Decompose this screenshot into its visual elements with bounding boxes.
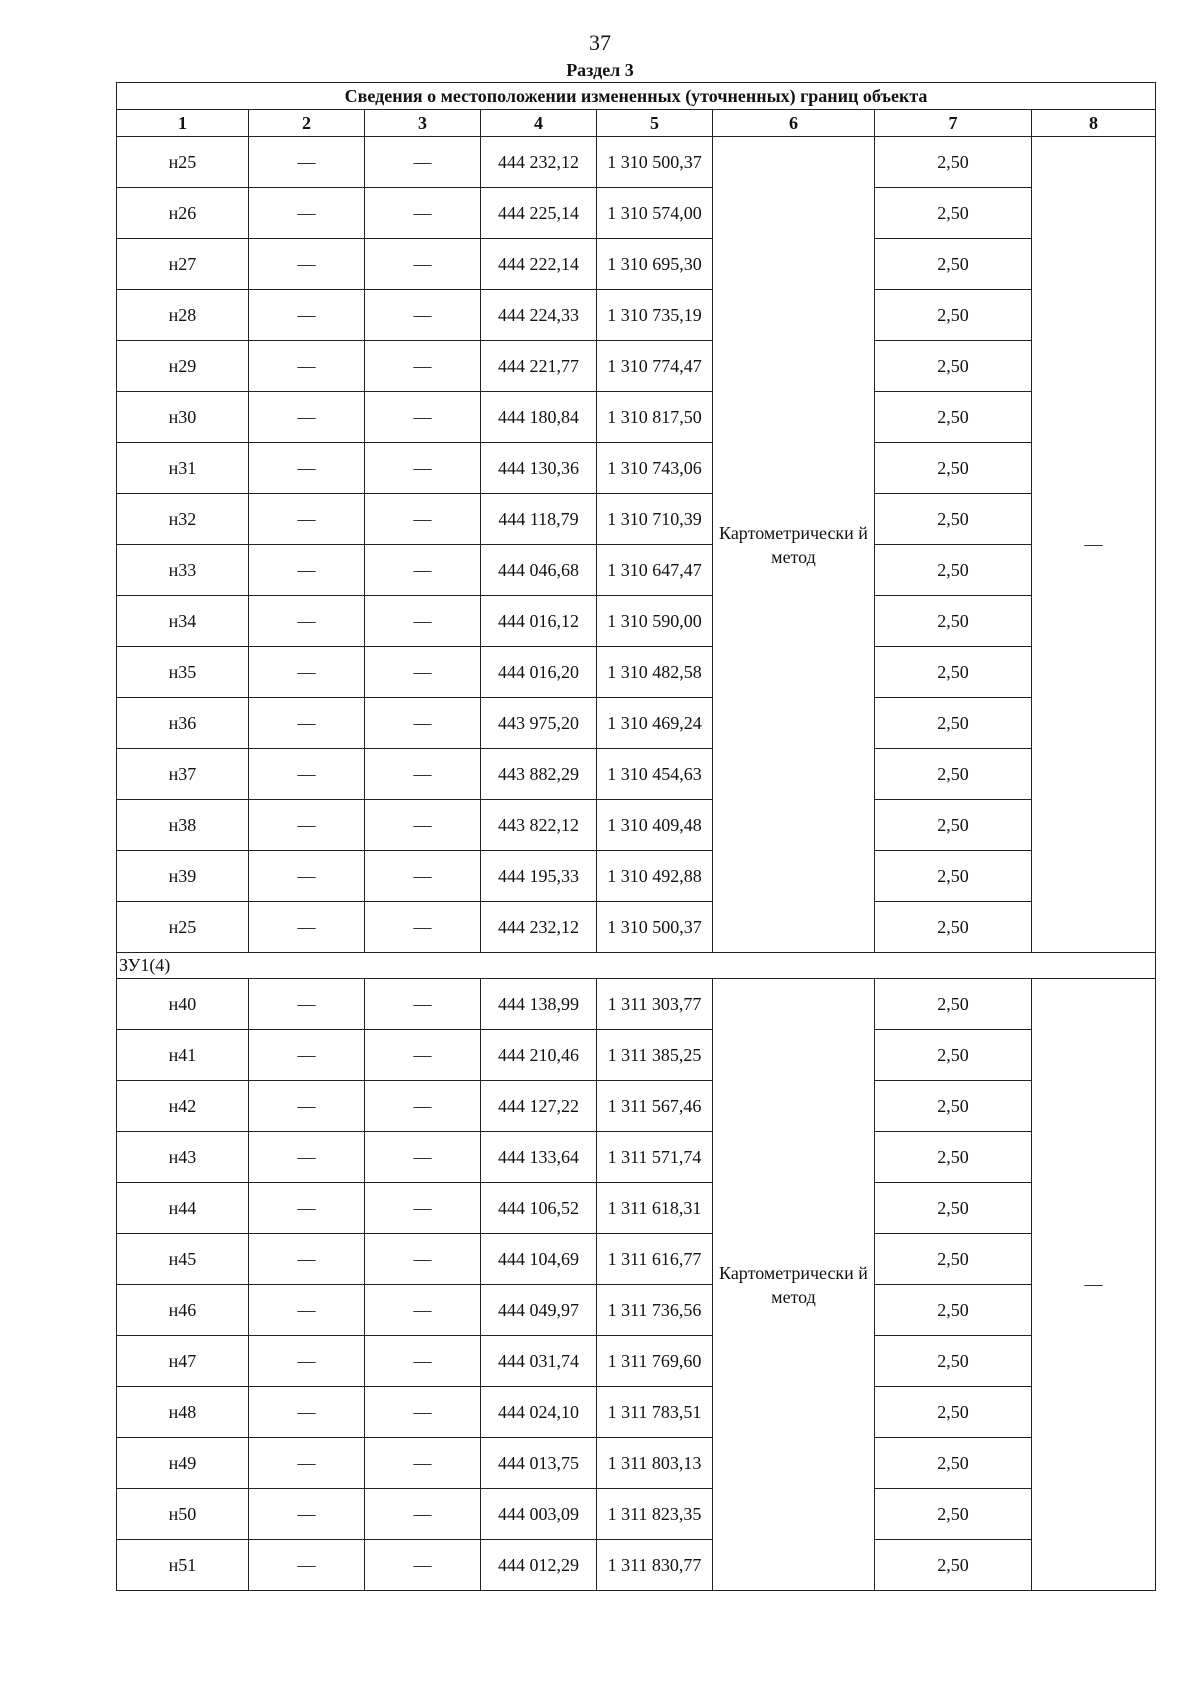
column-2-cell: — bbox=[249, 443, 365, 494]
point-name-cell: н47 bbox=[117, 1336, 249, 1387]
point-name-cell: н26 bbox=[117, 188, 249, 239]
table-row bbox=[117, 1387, 1156, 1438]
method-cell: Картометрически й метод bbox=[713, 137, 875, 953]
column-2-cell: — bbox=[249, 1183, 365, 1234]
accuracy-cell: 2,50 bbox=[875, 1183, 1032, 1234]
column-3-cell: — bbox=[365, 1030, 481, 1081]
column-3-cell: — bbox=[365, 1438, 481, 1489]
x-coordinate-cell: 444 221,77 bbox=[481, 341, 597, 392]
y-coordinate-cell: 1 311 571,74 bbox=[597, 1132, 713, 1183]
column-2-cell: — bbox=[249, 1030, 365, 1081]
table-row bbox=[117, 1285, 1156, 1336]
column-8-cell: — bbox=[1032, 979, 1156, 1591]
table-row bbox=[117, 1438, 1156, 1489]
x-coordinate-cell: 444 225,14 bbox=[481, 188, 597, 239]
point-name-cell: н28 bbox=[117, 290, 249, 341]
column-3-cell: — bbox=[365, 979, 481, 1030]
column-3-cell: — bbox=[365, 137, 481, 188]
column-3-cell: — bbox=[365, 392, 481, 443]
accuracy-cell: 2,50 bbox=[875, 1336, 1032, 1387]
column-header: 6 bbox=[713, 110, 875, 137]
table-row bbox=[117, 1336, 1156, 1387]
column-3-cell: — bbox=[365, 1540, 481, 1591]
x-coordinate-cell: 443 975,20 bbox=[481, 698, 597, 749]
column-2-cell: — bbox=[249, 1489, 365, 1540]
column-header: 5 bbox=[597, 110, 713, 137]
accuracy-cell: 2,50 bbox=[875, 1387, 1032, 1438]
table-caption: Сведения о местоположении измененных (уточненных) границ объекта bbox=[117, 83, 1156, 110]
table-row bbox=[117, 1081, 1156, 1132]
accuracy-cell: 2,50 bbox=[875, 1030, 1032, 1081]
column-2-cell: — bbox=[249, 239, 365, 290]
accuracy-cell: 2,50 bbox=[875, 545, 1032, 596]
column-2-cell: — bbox=[249, 494, 365, 545]
y-coordinate-cell: 1 310 774,47 bbox=[597, 341, 713, 392]
point-name-cell: н35 bbox=[117, 647, 249, 698]
y-coordinate-cell: 1 310 735,19 bbox=[597, 290, 713, 341]
x-coordinate-cell: 444 012,29 bbox=[481, 1540, 597, 1591]
column-2-cell: — bbox=[249, 902, 365, 953]
y-coordinate-cell: 1 311 783,51 bbox=[597, 1387, 713, 1438]
column-3-cell: — bbox=[365, 1336, 481, 1387]
x-coordinate-cell: 444 016,12 bbox=[481, 596, 597, 647]
accuracy-cell: 2,50 bbox=[875, 443, 1032, 494]
column-3-cell: — bbox=[365, 1234, 481, 1285]
accuracy-cell: 2,50 bbox=[875, 749, 1032, 800]
accuracy-cell: 2,50 bbox=[875, 979, 1032, 1030]
x-coordinate-cell: 444 222,14 bbox=[481, 239, 597, 290]
x-coordinate-cell: 444 138,99 bbox=[481, 979, 597, 1030]
accuracy-cell: 2,50 bbox=[875, 341, 1032, 392]
column-3-cell: — bbox=[365, 239, 481, 290]
column-3-cell: — bbox=[365, 545, 481, 596]
table-row bbox=[117, 188, 1156, 239]
column-3-cell: — bbox=[365, 188, 481, 239]
column-header: 2 bbox=[249, 110, 365, 137]
column-3-cell: — bbox=[365, 902, 481, 953]
table-row bbox=[117, 545, 1156, 596]
y-coordinate-cell: 1 311 303,77 bbox=[597, 979, 713, 1030]
y-coordinate-cell: 1 311 769,60 bbox=[597, 1336, 713, 1387]
table-row bbox=[117, 1132, 1156, 1183]
column-3-cell: — bbox=[365, 1081, 481, 1132]
x-coordinate-cell: 444 118,79 bbox=[481, 494, 597, 545]
accuracy-cell: 2,50 bbox=[875, 137, 1032, 188]
table-row bbox=[117, 979, 1156, 1030]
table-row bbox=[117, 239, 1156, 290]
x-coordinate-cell: 444 013,75 bbox=[481, 1438, 597, 1489]
column-3-cell: — bbox=[365, 290, 481, 341]
column-2-cell: — bbox=[249, 1438, 365, 1489]
y-coordinate-cell: 1 311 567,46 bbox=[597, 1081, 713, 1132]
y-coordinate-cell: 1 310 492,88 bbox=[597, 851, 713, 902]
point-name-cell: н30 bbox=[117, 392, 249, 443]
table-row bbox=[117, 851, 1156, 902]
x-coordinate-cell: 444 180,84 bbox=[481, 392, 597, 443]
accuracy-cell: 2,50 bbox=[875, 902, 1032, 953]
table-row bbox=[117, 443, 1156, 494]
x-coordinate-cell: 444 133,64 bbox=[481, 1132, 597, 1183]
column-2-cell: — bbox=[249, 137, 365, 188]
page-number: 37 bbox=[589, 30, 611, 55]
point-name-cell: н25 bbox=[117, 137, 249, 188]
point-name-cell: н31 bbox=[117, 443, 249, 494]
y-coordinate-cell: 1 310 647,47 bbox=[597, 545, 713, 596]
column-2-cell: — bbox=[249, 647, 365, 698]
method-cell: Картометрически й метод bbox=[713, 979, 875, 1591]
point-name-cell: н41 bbox=[117, 1030, 249, 1081]
accuracy-cell: 2,50 bbox=[875, 1438, 1032, 1489]
y-coordinate-cell: 1 310 710,39 bbox=[597, 494, 713, 545]
table-row bbox=[117, 1540, 1156, 1591]
table-body bbox=[117, 137, 1156, 1591]
accuracy-cell: 2,50 bbox=[875, 188, 1032, 239]
point-name-cell: н43 bbox=[117, 1132, 249, 1183]
accuracy-cell: 2,50 bbox=[875, 1081, 1032, 1132]
x-coordinate-cell: 444 195,33 bbox=[481, 851, 597, 902]
table-row bbox=[117, 749, 1156, 800]
column-2-cell: — bbox=[249, 979, 365, 1030]
column-2-cell: — bbox=[249, 1234, 365, 1285]
table-row bbox=[117, 647, 1156, 698]
point-name-cell: н37 bbox=[117, 749, 249, 800]
x-coordinate-cell: 444 024,10 bbox=[481, 1387, 597, 1438]
column-8-cell: — bbox=[1032, 137, 1156, 953]
x-coordinate-cell: 443 882,29 bbox=[481, 749, 597, 800]
column-2-cell: — bbox=[249, 1285, 365, 1336]
y-coordinate-cell: 1 310 574,00 bbox=[597, 188, 713, 239]
point-name-cell: н38 bbox=[117, 800, 249, 851]
y-coordinate-cell: 1 310 500,37 bbox=[597, 902, 713, 953]
table-row bbox=[117, 902, 1156, 953]
column-2-cell: — bbox=[249, 1081, 365, 1132]
point-name-cell: н39 bbox=[117, 851, 249, 902]
y-coordinate-cell: 1 311 385,25 bbox=[597, 1030, 713, 1081]
column-2-cell: — bbox=[249, 749, 365, 800]
table-row bbox=[117, 137, 1156, 188]
table-row bbox=[117, 1030, 1156, 1081]
x-coordinate-cell: 444 232,12 bbox=[481, 137, 597, 188]
point-name-cell: н45 bbox=[117, 1234, 249, 1285]
x-coordinate-cell: 444 224,33 bbox=[481, 290, 597, 341]
column-3-cell: — bbox=[365, 1489, 481, 1540]
y-coordinate-cell: 1 310 454,63 bbox=[597, 749, 713, 800]
group-label-row bbox=[117, 953, 1156, 979]
table-row bbox=[117, 392, 1156, 443]
accuracy-cell: 2,50 bbox=[875, 698, 1032, 749]
column-header: 8 bbox=[1032, 110, 1156, 137]
x-coordinate-cell: 444 106,52 bbox=[481, 1183, 597, 1234]
accuracy-cell: 2,50 bbox=[875, 647, 1032, 698]
table-row bbox=[117, 596, 1156, 647]
y-coordinate-cell: 1 310 482,58 bbox=[597, 647, 713, 698]
column-header: 7 bbox=[875, 110, 1032, 137]
boundary-coordinates-table bbox=[116, 82, 1156, 1591]
y-coordinate-cell: 1 311 736,56 bbox=[597, 1285, 713, 1336]
x-coordinate-cell: 444 046,68 bbox=[481, 545, 597, 596]
point-name-cell: н51 bbox=[117, 1540, 249, 1591]
point-name-cell: н27 bbox=[117, 239, 249, 290]
table-row bbox=[117, 698, 1156, 749]
x-coordinate-cell: 444 003,09 bbox=[481, 1489, 597, 1540]
y-coordinate-cell: 1 311 803,13 bbox=[597, 1438, 713, 1489]
accuracy-cell: 2,50 bbox=[875, 290, 1032, 341]
accuracy-cell: 2,50 bbox=[875, 239, 1032, 290]
column-3-cell: — bbox=[365, 1132, 481, 1183]
accuracy-cell: 2,50 bbox=[875, 800, 1032, 851]
table-row bbox=[117, 1183, 1156, 1234]
column-2-cell: — bbox=[249, 596, 365, 647]
section-title: Раздел 3 bbox=[566, 60, 634, 80]
x-coordinate-cell: 444 016,20 bbox=[481, 647, 597, 698]
column-3-cell: — bbox=[365, 698, 481, 749]
y-coordinate-cell: 1 310 695,30 bbox=[597, 239, 713, 290]
y-coordinate-cell: 1 311 823,35 bbox=[597, 1489, 713, 1540]
table-row bbox=[117, 800, 1156, 851]
column-3-cell: — bbox=[365, 1183, 481, 1234]
point-name-cell: н36 bbox=[117, 698, 249, 749]
column-2-cell: — bbox=[249, 341, 365, 392]
point-name-cell: н48 bbox=[117, 1387, 249, 1438]
column-2-cell: — bbox=[249, 188, 365, 239]
point-name-cell: н40 bbox=[117, 979, 249, 1030]
column-2-cell: — bbox=[249, 290, 365, 341]
accuracy-cell: 2,50 bbox=[875, 1234, 1032, 1285]
point-name-cell: н33 bbox=[117, 545, 249, 596]
y-coordinate-cell: 1 311 616,77 bbox=[597, 1234, 713, 1285]
column-2-cell: — bbox=[249, 851, 365, 902]
accuracy-cell: 2,50 bbox=[875, 1285, 1032, 1336]
column-2-cell: — bbox=[249, 1540, 365, 1591]
y-coordinate-cell: 1 310 469,24 bbox=[597, 698, 713, 749]
column-3-cell: — bbox=[365, 749, 481, 800]
table-row bbox=[117, 341, 1156, 392]
column-2-cell: — bbox=[249, 698, 365, 749]
group-label: ЗУ1(4) bbox=[117, 953, 1156, 979]
accuracy-cell: 2,50 bbox=[875, 596, 1032, 647]
column-2-cell: — bbox=[249, 545, 365, 596]
accuracy-cell: 2,50 bbox=[875, 851, 1032, 902]
accuracy-cell: 2,50 bbox=[875, 392, 1032, 443]
accuracy-cell: 2,50 bbox=[875, 1489, 1032, 1540]
y-coordinate-cell: 1 310 590,00 bbox=[597, 596, 713, 647]
column-number-row bbox=[117, 110, 1156, 137]
point-name-cell: н34 bbox=[117, 596, 249, 647]
accuracy-cell: 2,50 bbox=[875, 494, 1032, 545]
column-2-cell: — bbox=[249, 1387, 365, 1438]
y-coordinate-cell: 1 310 500,37 bbox=[597, 137, 713, 188]
point-name-cell: н32 bbox=[117, 494, 249, 545]
column-header: 1 bbox=[117, 110, 249, 137]
point-name-cell: н29 bbox=[117, 341, 249, 392]
y-coordinate-cell: 1 310 743,06 bbox=[597, 443, 713, 494]
column-2-cell: — bbox=[249, 800, 365, 851]
column-3-cell: — bbox=[365, 647, 481, 698]
column-2-cell: — bbox=[249, 392, 365, 443]
column-3-cell: — bbox=[365, 494, 481, 545]
x-coordinate-cell: 444 104,69 bbox=[481, 1234, 597, 1285]
y-coordinate-cell: 1 311 830,77 bbox=[597, 1540, 713, 1591]
column-3-cell: — bbox=[365, 1387, 481, 1438]
point-name-cell: н44 bbox=[117, 1183, 249, 1234]
y-coordinate-cell: 1 311 618,31 bbox=[597, 1183, 713, 1234]
column-3-cell: — bbox=[365, 800, 481, 851]
column-3-cell: — bbox=[365, 443, 481, 494]
point-name-cell: н50 bbox=[117, 1489, 249, 1540]
point-name-cell: н42 bbox=[117, 1081, 249, 1132]
y-coordinate-cell: 1 310 817,50 bbox=[597, 392, 713, 443]
x-coordinate-cell: 444 031,74 bbox=[481, 1336, 597, 1387]
table-row bbox=[117, 290, 1156, 341]
x-coordinate-cell: 444 210,46 bbox=[481, 1030, 597, 1081]
table-row bbox=[117, 494, 1156, 545]
column-header: 3 bbox=[365, 110, 481, 137]
column-3-cell: — bbox=[365, 341, 481, 392]
point-name-cell: н49 bbox=[117, 1438, 249, 1489]
column-3-cell: — bbox=[365, 596, 481, 647]
column-2-cell: — bbox=[249, 1336, 365, 1387]
x-coordinate-cell: 444 127,22 bbox=[481, 1081, 597, 1132]
point-name-cell: н46 bbox=[117, 1285, 249, 1336]
table-row bbox=[117, 1489, 1156, 1540]
point-name-cell: н25 bbox=[117, 902, 249, 953]
x-coordinate-cell: 444 232,12 bbox=[481, 902, 597, 953]
table-row bbox=[117, 1234, 1156, 1285]
x-coordinate-cell: 444 130,36 bbox=[481, 443, 597, 494]
x-coordinate-cell: 443 822,12 bbox=[481, 800, 597, 851]
accuracy-cell: 2,50 bbox=[875, 1540, 1032, 1591]
accuracy-cell: 2,50 bbox=[875, 1132, 1032, 1183]
column-3-cell: — bbox=[365, 1285, 481, 1336]
column-2-cell: — bbox=[249, 1132, 365, 1183]
x-coordinate-cell: 444 049,97 bbox=[481, 1285, 597, 1336]
column-3-cell: — bbox=[365, 851, 481, 902]
y-coordinate-cell: 1 310 409,48 bbox=[597, 800, 713, 851]
column-header: 4 bbox=[481, 110, 597, 137]
